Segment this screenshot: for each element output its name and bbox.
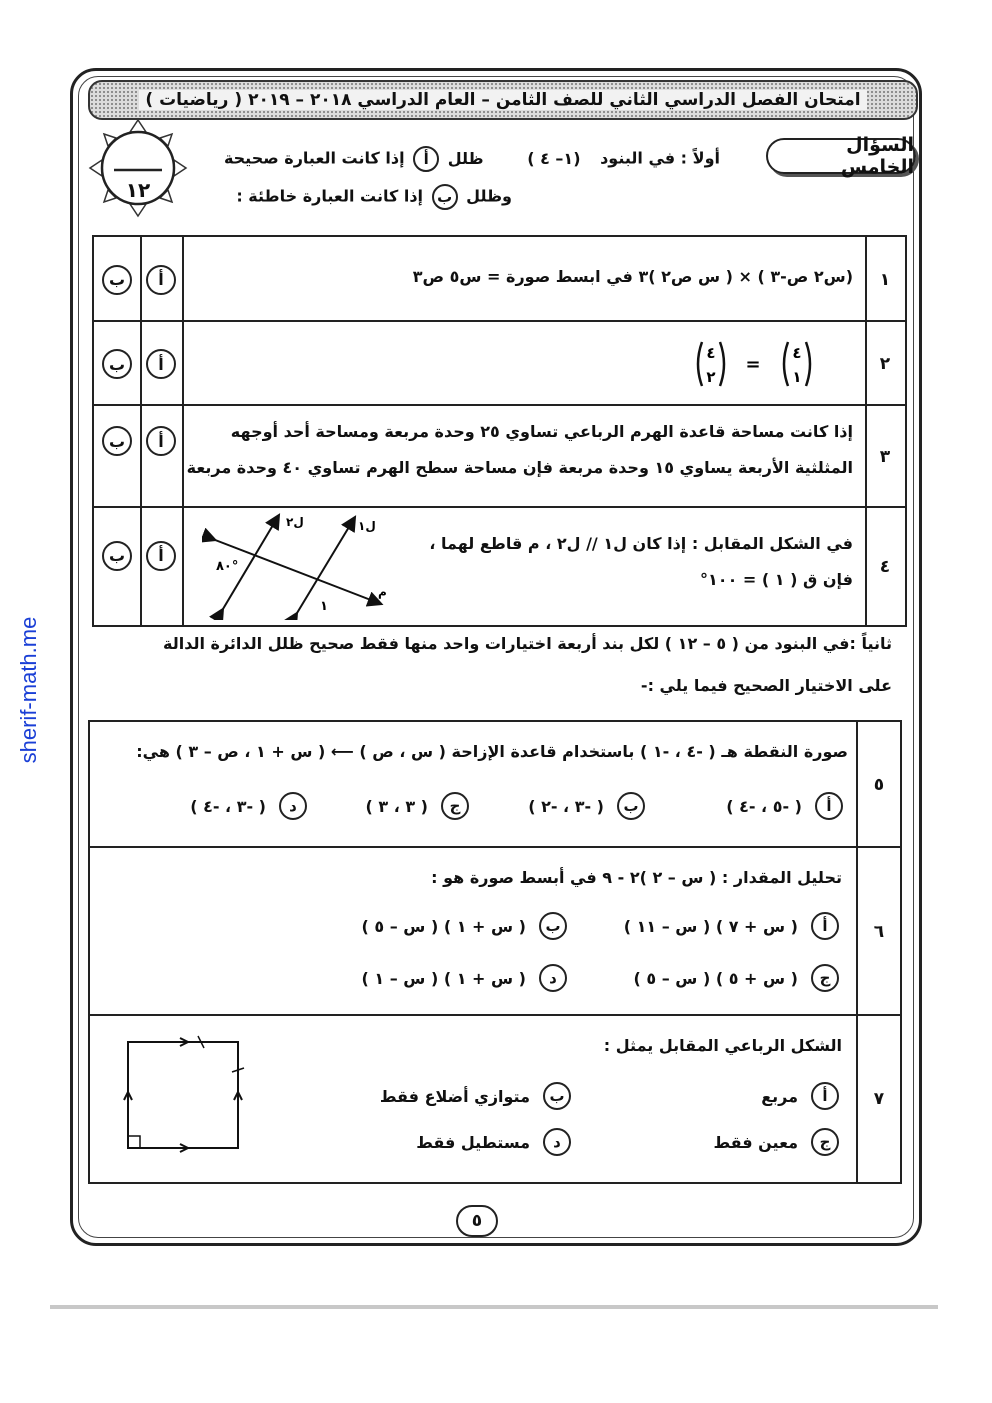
option-a[interactable]: أ ( -٥ ، -٤ ) bbox=[726, 792, 846, 820]
table-row bbox=[94, 406, 905, 508]
svg-text:ل١: ل١ bbox=[358, 519, 376, 533]
option-a[interactable]: أ مربع bbox=[761, 1082, 842, 1110]
item-number: ٧ bbox=[873, 1089, 885, 1109]
choice-a-circle: أ bbox=[413, 146, 439, 172]
exam-title: امتحان الفصل الدراسي الثاني للصف الثامن – العام الدراسي ٢٠١٨ – ٢٠١٩ ( رياضيات ) bbox=[139, 90, 866, 110]
table-row bbox=[94, 237, 905, 322]
answer-b-bubble[interactable]: ب bbox=[102, 426, 132, 456]
option-a[interactable]: أ ( س + ٧ ) ( س – ١١ ) bbox=[624, 912, 842, 940]
parallel-lines-figure bbox=[202, 512, 392, 620]
item-number: ١ bbox=[879, 269, 891, 290]
item-stem: تحليل المقدار : ( س – ٢ )٢ - ٩ في أبسط صورة هو : bbox=[431, 868, 842, 887]
part2-instruction-line1: ثانياً :في البنود من ( ٥ – ١٢ ) لكل بند أربعة اختيارات واحد منها فقط صحيح ظلل الدائرة الدالة bbox=[163, 634, 892, 653]
part2-instruction-line2: على الاختيار الصحيح فيما يلي :- bbox=[640, 676, 892, 695]
svg-text:٤: ٤ bbox=[706, 344, 716, 362]
choice-b-circle: ب bbox=[432, 184, 458, 210]
answer-a-bubble[interactable]: أ bbox=[146, 541, 176, 571]
score-badge bbox=[88, 118, 188, 218]
score-value: ١٢ bbox=[125, 178, 151, 202]
svg-text:١: ١ bbox=[792, 368, 802, 386]
svg-text:٢: ٢ bbox=[706, 368, 716, 386]
option-c[interactable]: ج معين فقط bbox=[713, 1128, 842, 1156]
item-text-line2: فإن ق ( ١ ) = ١٠٠° bbox=[700, 570, 853, 589]
section-title: السؤال الخامس bbox=[766, 138, 916, 174]
side-watermark: sherif-math.me bbox=[16, 616, 41, 764]
table-row bbox=[90, 848, 900, 1016]
exam-header bbox=[88, 80, 918, 120]
item-text: (س٢ ص-٣ ) × ( س ص٢ )٣ في ابسط صورة = س٥ ص٣ bbox=[412, 267, 853, 286]
option-c[interactable]: ج ( س + ٥ ) ( س – ٥ ) bbox=[634, 964, 843, 992]
svg-text:٤: ٤ bbox=[792, 344, 802, 362]
option-b[interactable]: ب ( س + ١ ) ( س – ٥ ) bbox=[362, 912, 571, 940]
table-row bbox=[90, 1016, 900, 1182]
item-stem: صورة النقطة هـ ( -٤ ، -١ ) باستخدام قاعدة الإزاحة ( س ، ص ) ⟵ ( س + ١ ، ص – ٣ ) هي: bbox=[136, 742, 848, 761]
part1-instruction-line2: وظلل ب إذا كانت العبارة خاطئة : bbox=[236, 184, 512, 210]
option-b[interactable]: ب ( -٣ ، -٢ ) bbox=[528, 792, 648, 820]
binomial-equation bbox=[688, 338, 818, 390]
sun-icon bbox=[88, 118, 188, 218]
answer-a-bubble[interactable]: أ bbox=[146, 265, 176, 295]
quadrilateral-figure bbox=[118, 1030, 248, 1156]
answer-a-bubble[interactable]: أ bbox=[146, 426, 176, 456]
footer-divider bbox=[50, 1305, 938, 1309]
svg-text:ل٢: ل٢ bbox=[286, 515, 304, 529]
item-stem: الشكل الرباعي المقابل يمثل : bbox=[603, 1036, 842, 1055]
item-number: ٦ bbox=[873, 922, 885, 942]
item-number: ٣ bbox=[879, 447, 891, 467]
svg-text:٨٠°: ٨٠° bbox=[216, 559, 239, 574]
page-number: ٥ bbox=[456, 1205, 498, 1237]
svg-text:١: ١ bbox=[320, 599, 328, 614]
svg-text:=: = bbox=[745, 354, 761, 375]
answer-b-bubble[interactable]: ب bbox=[102, 541, 132, 571]
item-text-line1: إذا كانت مساحة قاعدة الهرم الرباعي تساوي ٢٥ وحدة مربعة ومساحة أحد أوجهه bbox=[230, 422, 853, 441]
part1-instruction-line1: أولاً : في البنود (١– ٤ ) ظلل أ إذا كانت العبارة صحيحة bbox=[224, 146, 720, 172]
item-number: ٥ bbox=[873, 775, 885, 795]
table-row bbox=[90, 722, 900, 848]
item-number: ٢ bbox=[879, 354, 891, 374]
item-number: ٤ bbox=[879, 556, 891, 577]
table-row bbox=[94, 508, 905, 625]
item-text-line1: في الشكل المقابل : إذا كان ل١ // ل٢ ، م قاطع لهما ، bbox=[429, 534, 853, 553]
true-false-table bbox=[92, 235, 907, 627]
answer-b-bubble[interactable]: ب bbox=[102, 265, 132, 295]
item-text-line2: المثلثية الأربعة يساوي ١٥ وحدة مربعة فإن مساحة سطح الهرم تساوي ٤٠ وحدة مربعة bbox=[186, 458, 853, 477]
answer-b-bubble[interactable]: ب bbox=[102, 349, 132, 379]
option-b[interactable]: ب متوازي أضلاع فقط bbox=[380, 1082, 574, 1110]
option-d[interactable]: د ( -٣ ، -٤ ) bbox=[190, 792, 310, 820]
table-row bbox=[94, 322, 905, 406]
option-d[interactable]: د مستطيل فقط bbox=[416, 1128, 574, 1156]
option-d[interactable]: د ( س + ١ ) ( س – ١ ) bbox=[362, 964, 571, 992]
multiple-choice-table bbox=[88, 720, 902, 1184]
svg-text:م: م bbox=[378, 585, 387, 599]
answer-a-bubble[interactable]: أ bbox=[146, 349, 176, 379]
option-c[interactable]: ج ( ٣ ، ٣ ) bbox=[365, 792, 472, 820]
